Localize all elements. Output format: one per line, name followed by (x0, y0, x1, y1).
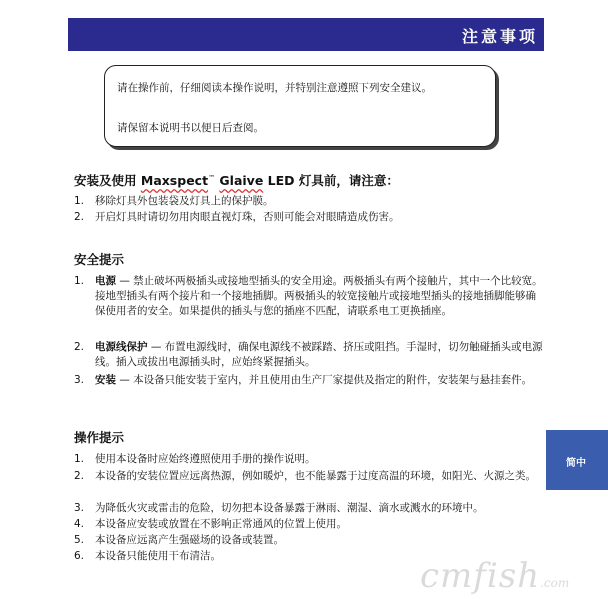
operation-item (74, 533, 544, 548)
install-heading-prefix: 安装及使用 (74, 173, 137, 188)
item-number: 2. (74, 341, 85, 353)
item-number: 2. (74, 211, 85, 223)
operation-item (74, 501, 544, 516)
watermark-text: cmfish (420, 556, 541, 596)
item-number: 1. (74, 275, 85, 287)
item-body: — 禁止破坏两极插头或接地型插头的安全用途。两极插头有两个接触片，其中一个比较宽。接地型插头有两个接片和一个接地插脚。两极插头的较宽接触片或接地型插头的接地插脚能够确保使用者的安全。如果提供的插头与您的插座不匹配，请联系电工更换插座。 (95, 275, 543, 317)
item-text (95, 340, 544, 370)
item-number: 1. (74, 453, 85, 465)
item-number: 2. (74, 470, 85, 482)
item-text (95, 274, 544, 319)
language-tab[interactable] (546, 430, 608, 490)
item-text: 为降低火灾或雷击的危险，切勿把本设备暴露于淋雨、潮湿、滴水或溅水的环境中。 (95, 502, 484, 514)
install-heading-suffix: LED 灯具前，请注意： (267, 173, 399, 188)
item-term: 电源 (95, 275, 116, 287)
notice-line-2: 请保留本说明书以便日后查阅。 (117, 122, 264, 134)
operation-heading: 操作提示 (74, 430, 125, 445)
operation-item (74, 469, 544, 484)
safety-item (74, 340, 544, 370)
item-body: — 本设备只能安装于室内，并且使用由生产厂家提供及指定的附件，安装架与悬挂套件。 (116, 374, 533, 386)
page-title: 注意事项 (461, 27, 538, 46)
item-number: 5. (74, 534, 85, 546)
notice-box (104, 65, 496, 147)
brand-name: Maxspect (140, 173, 209, 188)
item-text (95, 373, 544, 388)
item-text: 本设备只能使用干布清洁。 (95, 550, 221, 562)
item-term: 安装 (95, 374, 116, 386)
operation-item (74, 452, 544, 467)
item-text: 开启灯具时请切勿用肉眼直视灯珠，否则可能会对眼睛造成伤害。 (95, 211, 400, 223)
item-text: 移除灯具外包装袋及灯具上的保护膜。 (95, 195, 274, 207)
item-body: — 布置电源线时，确保电源线不被踩踏、挤压或阻挡。手湿时，切勿触碰插头或电源线。插入或拔出电源插头时，应始终紧握插头。 (95, 341, 543, 368)
item-text: 使用本设备时应始终遵照使用手册的操作说明。 (95, 453, 316, 465)
safety-item (74, 274, 544, 319)
product-name: Glaive (219, 173, 264, 188)
item-number: 3. (74, 502, 85, 514)
safety-heading: 安全提示 (74, 252, 125, 267)
trademark-symbol: ™ (208, 173, 216, 182)
item-number: 3. (74, 374, 85, 386)
item-number: 6. (74, 550, 85, 562)
item-number: 1. (74, 195, 85, 207)
install-item (74, 210, 544, 225)
item-number: 4. (74, 518, 85, 530)
install-heading (74, 171, 399, 189)
item-term: 电源线保护 (95, 341, 148, 353)
item-text: 本设备的安装位置应远离热源，例如暖炉，也不能暴露于过度高温的环境，如阳光、火源之类。 (95, 470, 536, 482)
notice-line-1: 请在操作前，仔细阅读本操作说明，并特别注意遵照下列安全建议。 (117, 82, 432, 94)
item-text: 本设备应远离产生强磁场的设备或装置。 (95, 534, 284, 546)
language-tab-label: 简中 (566, 458, 586, 469)
item-text: 本设备应安装或放置在不影响正常通风的位置上使用。 (95, 518, 347, 530)
install-item (74, 194, 544, 209)
header-bar (68, 18, 544, 51)
watermark-suffix: .com (540, 576, 570, 590)
safety-item (74, 373, 544, 388)
operation-item (74, 517, 544, 532)
watermark (420, 556, 569, 596)
